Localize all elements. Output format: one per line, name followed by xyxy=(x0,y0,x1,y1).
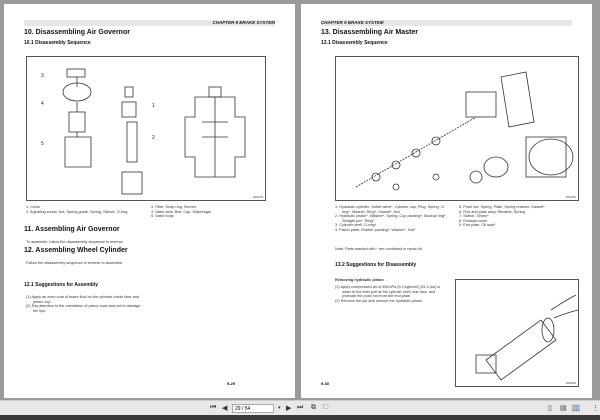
figure-hydraulic-piston xyxy=(455,279,579,387)
page-left xyxy=(4,4,295,398)
page-right xyxy=(301,4,592,398)
part-item: 9. End plate, Oil seal* xyxy=(459,223,496,228)
page-number-input[interactable]: 29 / 54 xyxy=(232,404,274,413)
continuous-view-icon[interactable]: ▤ xyxy=(560,405,567,412)
part-item: 3. Filter, Snap ring, Screen xyxy=(151,205,196,209)
two-page-view-icon[interactable]: ▯▯ xyxy=(572,405,580,412)
paragraph: Follow the disassembly sequence in reverse to assemble. xyxy=(26,261,124,265)
section-title: 13. Disassembling Air Master xyxy=(321,29,419,36)
callout: 1 xyxy=(152,103,155,109)
part-item: 5. Valve body xyxy=(151,214,174,219)
first-page-icon[interactable]: ⏮ xyxy=(210,404,217,411)
page-number: 9-29 xyxy=(227,381,236,386)
figure-id: S00078 xyxy=(252,195,263,199)
figure-air-master xyxy=(335,56,579,201)
callout: 5 xyxy=(41,141,44,147)
figure-id: S00281 xyxy=(565,195,576,199)
part-item: 3. Cylinder shell, O-ring* xyxy=(335,223,377,228)
section-title: 10. Disassembling Air Governor xyxy=(24,29,130,36)
part-item: 5. Push rod, Spring, Plate, Spring retainer, Gasket* xyxy=(459,205,545,209)
exploded-diagram xyxy=(27,57,267,202)
suggestion-item: (2) Pay attention to the orientation of piston cups and not to damage the lips. xyxy=(26,304,141,313)
part-item: 2. Hydraulic piston*, Washer*, Spring, Cup packing*, Backup ring*, Straight pin*, Ring* xyxy=(335,214,447,223)
taskbar xyxy=(0,415,600,420)
chapter-header: CHAPTER 9 BRAKE SYSTEM xyxy=(24,20,275,26)
part-item: 4. Piston plate, Rubber packing*, Washer*, Nut* xyxy=(335,227,416,232)
part-item: 6. Rod and plate assy, Retainer, Spring xyxy=(459,209,525,214)
single-page-view-icon[interactable]: ▯ xyxy=(548,405,552,412)
section-title: 12. Assembling Wheel Cylinder xyxy=(24,247,128,254)
chapter-header: CHAPTER 9 BRAKE SYSTEM xyxy=(321,20,572,26)
subsection-title: 12.1 Suggestions for Assembly xyxy=(24,282,99,288)
sub-heading: Removing hydraulic piston xyxy=(335,278,384,282)
prev-page-icon[interactable]: ◀ xyxy=(222,405,228,412)
subsection-title: 10.1 Disassembly Sequence xyxy=(24,40,91,46)
page-dropdown-icon[interactable]: ▾ xyxy=(278,405,281,411)
callout: 2 xyxy=(152,135,155,141)
callout: 3 xyxy=(41,73,44,79)
part-item: 8. Exhaust cover xyxy=(459,218,488,223)
figure-id: S00282 xyxy=(565,381,576,385)
pdf-toolbar xyxy=(0,400,600,415)
part-item: 2. Adjusting screw, Nut, Spring guide, Spring, Sleeve, O-ring xyxy=(26,209,128,214)
page-number: 9-30 xyxy=(321,381,330,386)
part-item: 1. Hydraulic cylinder, Outlet valve*, Cylinder cap, Plug, Spring, O-ring*, Washer, Ring*, Gasket*, Nut xyxy=(335,205,445,214)
section-title: 11. Assembling Air Governor xyxy=(24,226,120,233)
part-item: 7. Switch, Shims* xyxy=(459,214,489,219)
copy-icon[interactable]: ⧉ xyxy=(311,404,316,411)
exploded-diagram xyxy=(336,57,580,202)
suggestion-item: (1) Apply compressed air of 558 kPa (5.0 kgf/cm2) [81.0 psi] or lower to the inlet port at the cylinder shell rear face, and protrude the push rod from the end plate. xyxy=(335,285,441,299)
figure-air-governor xyxy=(26,56,266,201)
last-page-icon[interactable]: ⏭ xyxy=(297,404,304,411)
more-view-icon[interactable]: ⋮ xyxy=(592,405,599,412)
note: Note: Parts marked with * are contained in repair kit. xyxy=(335,247,423,251)
suggestion-item: (1) Apply an even coat of brake fluid on the cylinder inside face and piston cup. xyxy=(26,295,139,304)
subsection-title: 13.2 Suggestions for Disassembly xyxy=(335,262,417,268)
paragraph: To assemble, follow the disassembly sequence in reverse. xyxy=(26,240,124,244)
part-item: 1. Cover xyxy=(26,205,41,209)
paste-icon[interactable]: ⧠ xyxy=(323,404,329,411)
callout: 4 xyxy=(41,101,44,107)
suggestion-item: (2) Remove the pin and remove the hydraulic piston. xyxy=(335,298,424,303)
part-item: 4. Valve seat, Bolt, Cap, Diaphragm xyxy=(151,209,212,214)
subsection-title: 13.1 Disassembly Sequence xyxy=(321,40,388,46)
piston-diagram xyxy=(456,280,580,388)
next-page-icon[interactable]: ▶ xyxy=(286,405,292,412)
